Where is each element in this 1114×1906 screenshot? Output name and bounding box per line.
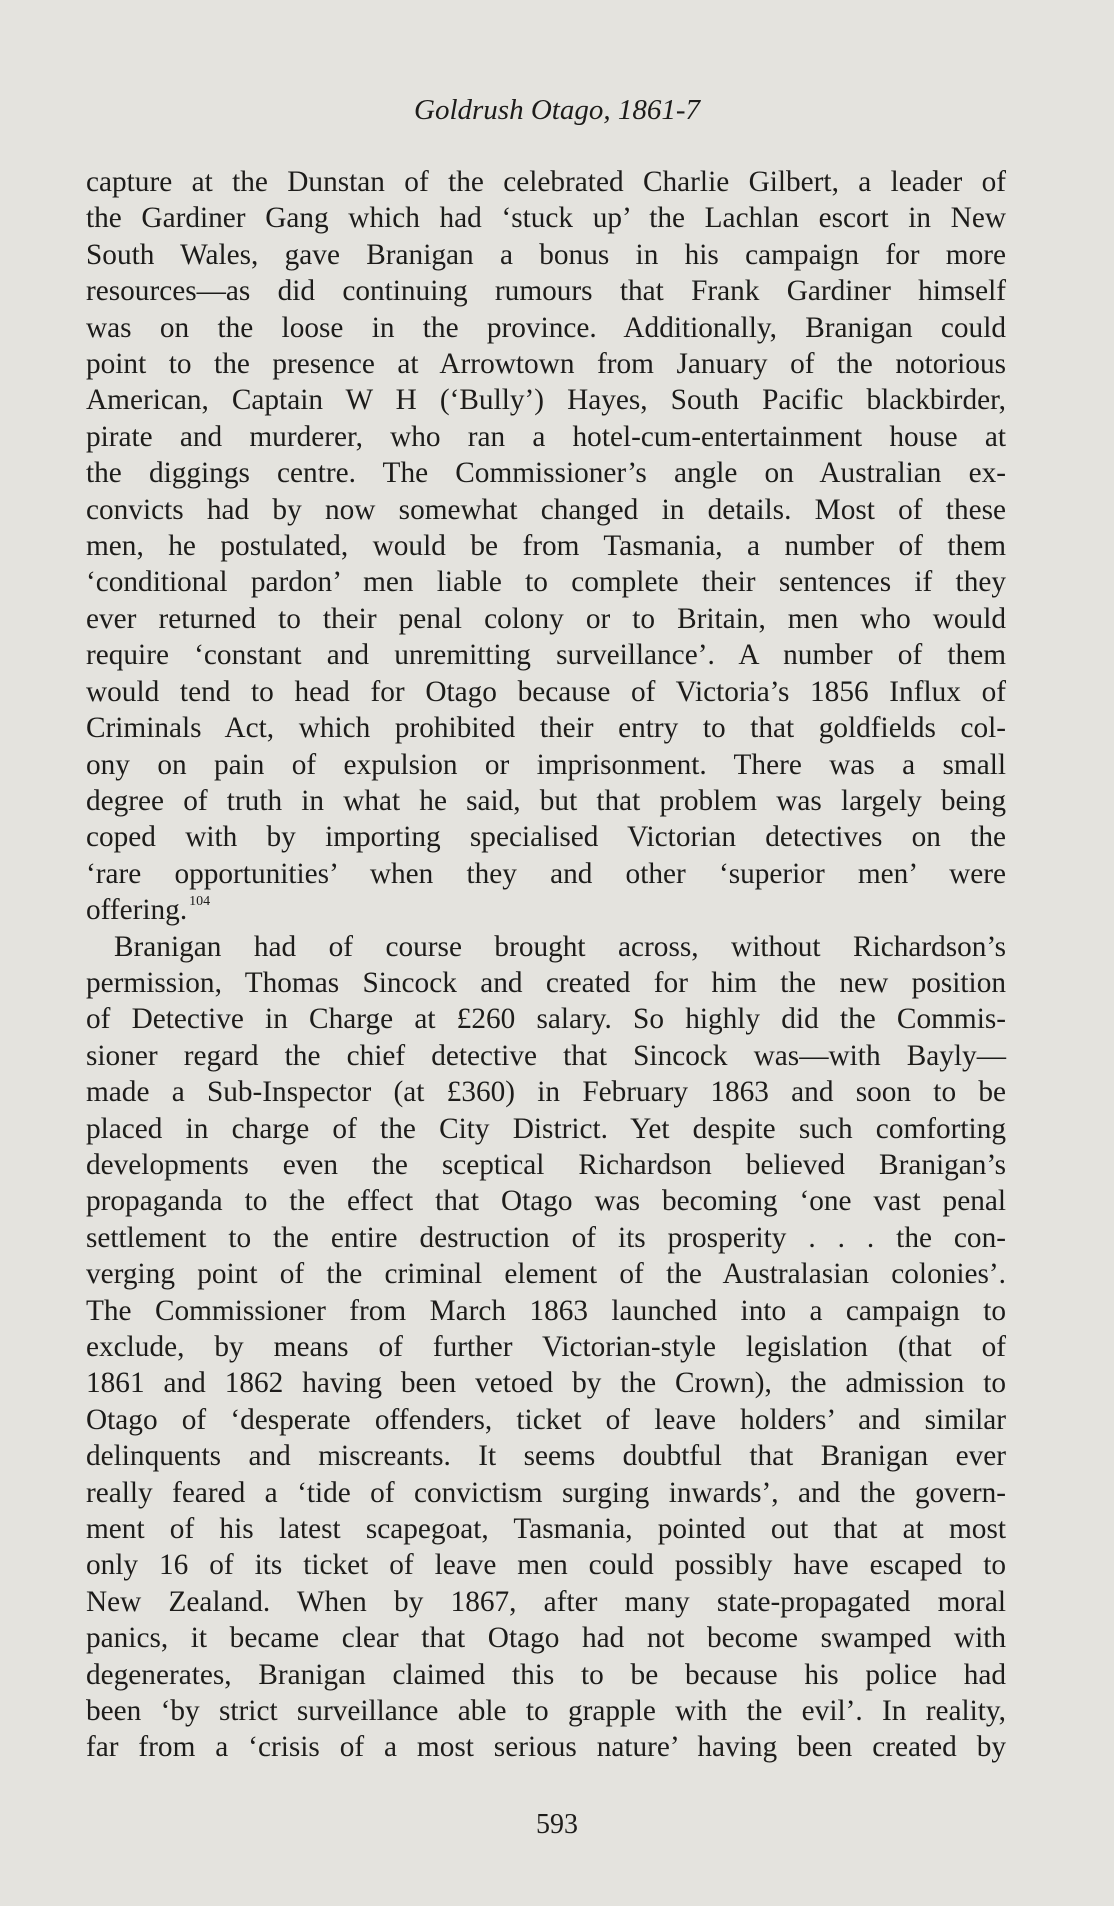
- text-line: would tend to head for Otago because of Victoria’s 1856 Influx of: [86, 675, 1006, 708]
- paragraph-1: [86, 164, 1006, 929]
- text-line: capture at the Dunstan of the celebrated Charlie Gilbert, a leader of: [86, 166, 1006, 198]
- text-line: verging point of the criminal element of the Australasian colonies’.: [86, 1258, 1006, 1291]
- body-text: [86, 164, 1006, 1766]
- text-line: coped with by importing specialised Victorian detectives on the: [86, 821, 1006, 854]
- text-line: developments even the sceptical Richardson believed Branigan’s: [86, 1148, 1006, 1181]
- text-line: South Wales, gave Branigan a bonus in his campaign for more: [86, 238, 1006, 271]
- text-line: convicts had by now somewhat changed in details. Most of these: [86, 493, 1006, 526]
- running-head: Goldrush Otago, 1861-7: [414, 94, 700, 126]
- text-line: the Gardiner Gang which had ‘stuck up’ the Lachlan escort in New: [86, 202, 1006, 235]
- text-line: been ‘by strict surveillance able to grapple with the evil’. In reality,: [86, 1695, 1006, 1728]
- text-line: ever returned to their penal colony or to Britain, men who would: [86, 602, 1006, 635]
- text-line: delinquents and miscreants. It seems doubtful that Branigan ever: [86, 1440, 1006, 1473]
- text-line: Criminals Act, which prohibited their entry to that goldfields col-: [86, 712, 1006, 745]
- text-line: was on the loose in the province. Additionally, Branigan could: [86, 311, 1006, 344]
- text-line: made a Sub-Inspector (at £360) in February 1863 and soon to be: [86, 1076, 1006, 1109]
- text-line: resources—as did continuing rumours that Frank Gardiner himself: [86, 275, 1006, 308]
- footnote-reference: 104: [189, 894, 211, 910]
- text-line: of Detective in Charge at £260 salary. So highly did the Commis-: [86, 1003, 1006, 1036]
- text-line: sioner regard the chief detective that Sincock was—with Bayly—: [86, 1039, 1006, 1072]
- line-text: offering.: [86, 894, 188, 927]
- page-number: 593: [536, 1809, 578, 1840]
- text-line: New Zealand. When by 1867, after many state-propagated moral: [86, 1585, 1006, 1618]
- text-line: Branigan had of course brought across, without Richardson’s: [114, 930, 1006, 963]
- text-line: settlement to the entire destruction of its prosperity . . . the con-: [86, 1221, 1006, 1254]
- text-line: ‘conditional pardon’ men liable to complete their sentences if they: [86, 566, 1006, 599]
- text-line: degenerates, Branigan claimed this to be because his police had: [86, 1658, 1006, 1691]
- text-line: require ‘constant and unremitting surveillance’. A number of them: [86, 639, 1006, 672]
- text-line: panics, it became clear that Otago had not become swamped with: [86, 1622, 1006, 1655]
- text-line: men, he postulated, would be from Tasmania, a number of them: [86, 530, 1006, 563]
- text-line: placed in charge of the City District. Yet despite such comforting: [86, 1112, 1006, 1145]
- text-line: pirate and murderer, who ran a hotel-cum-entertainment house at: [86, 420, 1006, 453]
- text-line: ment of his latest scapegoat, Tasmania, pointed out that at most: [86, 1513, 1006, 1546]
- text-line: only 16 of its ticket of leave men could possibly have escaped to: [86, 1549, 1006, 1582]
- text-line: point to the presence at Arrowtown from January of the notorious: [86, 348, 1006, 381]
- text-line: the diggings centre. The Commissioner’s angle on Australian ex-: [86, 457, 1006, 490]
- text-line: Otago of ‘desperate offenders, ticket of leave holders’ and similar: [86, 1403, 1006, 1436]
- text-line: exclude, by means of further Victorian-style legislation (that of: [86, 1331, 1006, 1363]
- text-line: far from a ‘crisis of a most serious nature’ having been created by: [86, 1731, 1006, 1764]
- text-line: ony on pain of expulsion or imprisonment. There was a small: [86, 748, 1006, 781]
- text-line: ‘rare opportunities’ when they and other ‘superior men’ were: [86, 857, 1006, 890]
- text-line: 1861 and 1862 having been vetoed by the Crown), the admission to: [86, 1367, 1006, 1400]
- text-line: really feared a ‘tide of convictism surging inwards’, and the govern-: [86, 1476, 1006, 1509]
- text-line: permission, Thomas Sincock and created for him the new position: [86, 966, 1006, 999]
- text-line-last: [86, 892, 1006, 928]
- text-line: propaganda to the effect that Otago was becoming ‘one vast penal: [86, 1185, 1006, 1218]
- paragraph-2: [86, 929, 1006, 1766]
- text-line: The Commissioner from March 1863 launched into a campaign to: [86, 1294, 1006, 1327]
- text-line: degree of truth in what he said, but that problem was largely being: [86, 784, 1006, 817]
- text-line: American, Captain W H (‘Bully’) Hayes, South Pacific blackbirder,: [86, 384, 1006, 417]
